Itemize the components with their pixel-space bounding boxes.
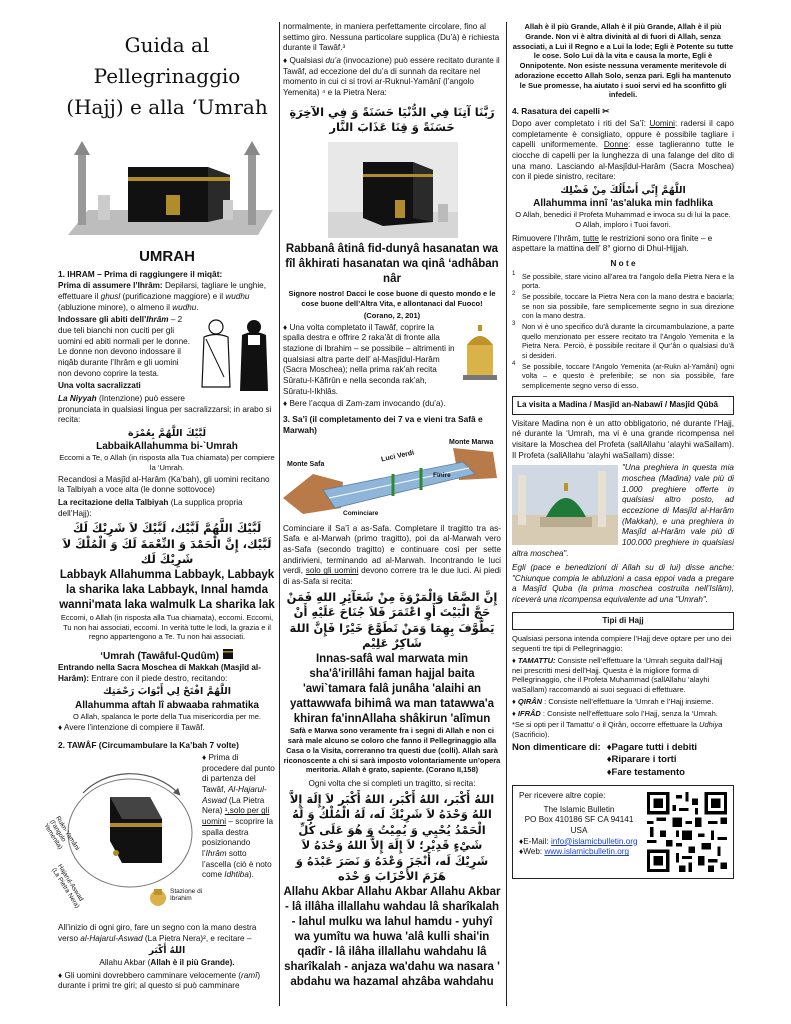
rabbana-transliteration: Rabbanâ âtinâ fid-dunyâ hasanatan wa fîl âkhirati hasanatan wa qinâ ‘adhâban nâr <box>285 242 499 285</box>
diamond-bullet-icon: ♦ <box>58 723 65 733</box>
talbiya-transliteration: Labbayk Allahumma Labbayk, Labbayk la sharika laka Labbayk, Innal hamda wanni'mata laka walmulk La sharika lak <box>59 568 275 611</box>
safa-label: Monte Safa <box>287 460 325 468</box>
talbiya-heading: La recitazione della Talbiyah (La supplica propria dell’Hajj): <box>58 498 243 518</box>
talbiya-intro: Recandosi a Masjîd al-Harâm (Ka’bah), gli uomini recitano la Talbiyah a voce alta (le donne sottovoce) <box>58 474 270 495</box>
tawaf-heading: 2. TAWÂF (Circumambulare la Ka’bah 7 volte) <box>58 740 239 751</box>
enter-mosque-arabic: اللَّهُمَّ افْتَحْ لِي أَبْوَابَ رَحْمَتِك <box>102 686 232 698</box>
enter-mosque-transliteration: Allahumma aftah lî abwaaba rahmatika <box>75 699 259 711</box>
talbiya-meaning: Eccomi, o Allah (in risposta alla Tua chiamata), eccomi. Eccomi, Tu non hai associati, eccomi. In verità tutte le lodi, la grazia e il regno appartengono a Te. Tu non hai associati. <box>60 612 274 642</box>
after-tawaf-bullet: ♦ Una volta completato il Tawâf, coprire la spalla destra e offrire 2 raka’ât di fronte alla stazione di Ibrahim – se possibile – altrimenti in qualsiasi altra parte dell’ al-Masjîdul-Harâm (Sacra Moschea); nella prima rak’ah recita Sûratu-l-Kâfirûn e nella seconda rak’ah, Sûratu-l-Ikhlâs. <box>283 322 455 396</box>
quba-hadith: Egli (pace e benedizioni di Allah su di lui) disse anche: "Chiunque compia le abluzioni a casa eppoi vada a pregare a Masjîd Quba (la prima moschea costruita nell’Islâm), riceverà una ricompensa equivalente ad una "Umrah". <box>512 563 734 605</box>
sai-diagram <box>283 438 501 524</box>
hajj-type-item: ♦ IFRÂD : Consiste nell’effettuare solo l’Hajj, senza la ‘Umrah. <box>512 708 718 718</box>
contact-email-row: ♦E-Mail: info@islamicbulletin.org <box>519 836 638 846</box>
safa-transliteration: Innas-safâ wal marwata min sha'â'irillâhi faman hajjal baita 'awi`tamara falâ junâha 'alaihi an yattawwafa bihimâ wa man tatawwa'a khiran fa'innAllaha shâkirun 'alîmun <box>289 652 495 725</box>
enter-mosque-paragraph: Entrando nella Sacra Moschea di Makkah (Masjîd al-Harâm): Entrare con il piede destro, recitando: <box>58 663 261 683</box>
hajj-types-heading: Tipi di Hajj <box>512 612 734 631</box>
contact-org: The Islamic Bulletin <box>543 804 615 814</box>
tawaf-continued: normalmente, in maniera perfettamente circolare, fino al settimo giro. Nessuna particolare supplica (Du’à) è richiesta durante il Tawâf.³ <box>283 22 500 53</box>
ihram-heading: 1. IHRAM – Prima di raggiungere il miqât: <box>58 268 223 279</box>
tahlil-meaning: Allah è il più Grande, Allah è il più Grande, Allah è il più Grande. Non vi è altra divinità al di fuori di Allah, senza associati, a Lui il Regno e a Lui la lode; Egli è Potente su tutte le cose. Solo Lui dà la vita e causa la morte, Egli è Onnipotente. Non esiste nessuna veramente meritevole di adorazione eccetto Allah Solo, senza pari. Egli ha mantenuto le Sue promesse, ha aiutato i suoi servi ed ha sconfitto gli infedeli. <box>512 22 734 100</box>
diamond-bullet-icon: ♦ <box>58 970 65 980</box>
finish-label: Finire <box>433 471 451 479</box>
hair-heading <box>512 106 734 117</box>
diamond-bullet-icon: ♦ <box>606 754 612 766</box>
reminder-label: Non dimenticare di: <box>512 741 601 753</box>
column-2 <box>283 22 501 1014</box>
kaaba-icon <box>222 648 234 660</box>
contact-box <box>512 785 734 879</box>
hajj-type-item: ♦ QIRÂN : Consiste nell’effettuare la ‘Umrah e l’Hajj insieme. <box>512 696 714 706</box>
hajj-types-note: *Se si opti per il Tamattu’ o il Qirân, occorre effettuare la Udhiya (Sacrificio). <box>512 720 723 740</box>
zamzam-bullet: ♦ Bere l’acqua di Zam-zam invocando (du’a). <box>283 399 446 409</box>
diamond-bullet-icon: ♦ <box>519 847 524 857</box>
diamond-bullet-icon: ♦ <box>202 753 209 763</box>
sai-illustration <box>283 438 501 524</box>
column-1 <box>41 22 276 1014</box>
labbaik-meaning: Eccomi a Te, o Allah (in risposta alla Tua chiamata) per compiere la ‘Umrah. <box>59 453 275 473</box>
remove-ihram-paragraph: Rimuovere l’Ihrâm, tutte le restrizioni sono ora finite – e aspettare la mattina dell’ 8° giorno di Dhul-Hijjah. <box>512 233 713 254</box>
note-item: 3 Non vi è uno specifico du’â durante la circumambulazione, a parte quello menzionato per essere recitato tra l’Angolo Yemenita e la Pietra Nera. Perciò, è possibile recitare il Qur’ân o qualsiasi du’â si desideri. <box>512 321 734 360</box>
tawaf-instructions: ♦ Prima di procedere dal punto di partenza del Tawâf, Al-Hajarul-Aswad (La Pietra Nera) ¹,solo per gli uomini – scoprire la spalla destra posizionando l’Ihrâm sotto l’ascella (ciò è noto come Idhtiba). <box>202 753 275 880</box>
safa-meaning: Safà e Marwa sono veramente fra i segni di Allah e non ci sarà male alcuno se coloro che fanno il Pellegrinaggio alla Casa o la Visita, correranno tra questi due (colli). Allah sarà riconoscente a chi si sarà imposto volontariamente un’opera meritoria. Allah è grato, sapiente. (Corano II,158) <box>283 726 501 775</box>
umrah-heading: UMRAH <box>139 248 195 265</box>
notes-list <box>512 272 734 390</box>
column-divider <box>506 22 507 1006</box>
talbiya-arabic: لَبَّيْكَ اللَّهُمَّ لَبَّيْك، لَبَّيْكَ لاَ شَرِيْكَ لَكَ لَبَّيْك، إِنَّ الْحَمْدَ وَ النِّعْمَةَ لَكَ وَ الْمُلْكَ لاَ شَرِيْكَ لَك <box>62 521 272 567</box>
contact-intro: Per ricevere altre copie: <box>519 790 606 800</box>
ihram-paragraph-1: Prima di assumere l’Ihrâm: Depilarsi, tagliare le unghie, effettuare il ghusl (purificazione maggiore) e il wudhu (abluzione minore), o almeno il wudhu. <box>58 281 266 312</box>
contact-country: USA <box>570 825 588 835</box>
rabbana-meaning: Signore nostro! Dacci le cose buone di questo mondo e le cose buone dell’Altra Vita, e allontanaci dal Fuoco! <box>288 289 496 309</box>
tawaf-section <box>41 753 276 923</box>
madina-hadith: "Una preghiera in questa mia moschea (Madina) vale più di 1.000 preghiere offerte in qualsiasi altro posto, ad eccezione di Masjîd al-Harâm (Makkah), e una preghiera in Masjîd al-Harâm vale più di 100.000 preghiere in qualsiasi altra moschea". <box>512 463 734 558</box>
reminder-list <box>607 742 697 779</box>
hair-heading-text: 4. Rasatura dei capelli ✂ <box>512 106 610 116</box>
title-line-1: Guida al Pellegrinaggio <box>93 33 241 88</box>
safa-arabic: إِنَّ الصَّفَا وَالْمَرْوَةَ مِنْ شَعَآئِرِ اللهِ فَمَنْ حَجَّ الْبَيْتَ أَوِ اعْتَمَرَ فَلاَ جُنَاحَ عَلَيْهِ أَنْ يَطَّوَّفَ بِهِمَا وَمَنْ تَطَوَّعَ خَيْرًا فَإِنَّ اللهَ شَاكِرٌ عَلِيْم <box>286 589 498 651</box>
green-lights-label: Luci Verdi <box>380 449 415 464</box>
fadl-meaning: O Allah, benedici il Profeta Muhammad e invoca su di lui la pace. O Allah, imploro i Tuoi favori. <box>515 210 731 229</box>
round-paragraph: All’inizio di ogni giro, fare un segno con la mano destra verso al-Hajarul-Aswad (La Pietra Nera)², e recitare – <box>58 923 257 943</box>
dua-paragraph: ♦ Qualsiasi du’a (invocazione) può essere recitato durante il Tawâf, ad eccezione del du’a di sunnah da recitare nel momento in cui ci si trovi ar-Ruknul-Yamânî (l’angolo Yemenita) ⁴ e la Pietra Nera: <box>283 55 500 97</box>
marwa-label: Monte Marwa <box>449 438 494 446</box>
qr-code-icon <box>647 792 727 872</box>
note-item: 1 Se possibile, stare vicino all’area tra l’angolo della Pietra Nera e la porta. <box>512 270 734 291</box>
rabbana-arabic: رَبَّنَا آتِنَا فِي الدُّنْيَا حَسَنَةً وَ فِي الآخِرَةِ حَسَنَةً وَ قِنَا عَذَابَ النَّار <box>289 104 495 135</box>
station-ibrahim-label: Stazione di Ibrahim <box>170 888 203 903</box>
contact-po-box: PO Box 410186 SF CA 94141 <box>524 815 634 825</box>
diamond-bullet-icon: ♦ <box>283 322 290 332</box>
contact-web-row: ♦Web: www.islamicbulletin.org <box>519 847 630 857</box>
enter-mosque-meaning: O Allah, spalanca le porte della Tua misericordia per me. <box>72 711 261 721</box>
notes-heading: N o t e <box>610 259 636 269</box>
column-divider <box>279 22 280 1006</box>
reminder-item: ♦Fare testamento <box>606 766 685 778</box>
green-dome-photo <box>512 465 618 545</box>
each-time-instruction: Ogni volta che si completi un tragitto, si recita: <box>308 779 476 789</box>
akbar-arabic: اللهُ أَكْبَر <box>148 946 186 957</box>
hajj-types-intro: Qualsiasi persona intenda compiere l’Hajj deve optare per uno dei seguenti tre tipi di Pellegrinaggio: <box>512 634 732 654</box>
diamond-bullet-icon: ♦ <box>606 741 612 753</box>
madina-heading: La visita a Madina / Masjîd an-Nabawî / Masjîd Qûbâ <box>512 396 734 415</box>
fadl-transliteration: Allahumma innî 'as'aluka min fadhlika <box>533 198 713 210</box>
tahlil-arabic: اللهُ أَكْبَر، اللهُ أَكْبَر، اللهُ أَكْبَر لاَ إِلَهَ إِلاَّ اللهُ وَحْدَهُ لاَ شَرِيْكَ لَه، لَهُ الْمُلْكُ وَ لَهُ الْحَمْدُ يُحْيِي وَ يُمِيْتُ وَ هُوَ عَلَى كُلِّ شَيْءٍ قَدِيْر؛ لاَ إِلَهَ إِلاَّ اللهُ وَحْدَهُ لاَ شَرِيْكَ لَه، أَنْجَزَ وَعْدَهُ وَ نَصَرَ عَبْدَهُ وَ هَزَمَ الأَحْزَابَ وَ حْدَه <box>289 791 495 884</box>
diamond-bullet-icon: ♦ <box>519 836 524 846</box>
men-walk-bullet: ♦ Gli uomini dovrebbero camminare velocemente (ramî) durante i primi tre giri; al questo si può camminare <box>58 970 261 991</box>
tahlil-transliteration: Allahu Akbar Allahu Akbar Allahu Akbar - lâ illâha illallahu wahdau lâ sharîkalah - lahul mulku wa lahul hamdu - yuhyî wa yumîtu wa huwa 'alâ kulli shai'in qadîr - lâ ilâha illallahu wahdahu lâ sharîkalah - anjaza wa'dahu wa nasara ' abdahu wa hazamal ahzâba wahdahu <box>283 885 501 988</box>
diamond-bullet-icon: ♦ <box>512 696 518 706</box>
madina-paragraph: Visitare Madina non è un atto obbligatorio, né durante l’Hajj, né durante la ‘Umrah, ma vi è una grande ricompensa nel visitare la Moschea del Profeta (sallAllahu ‘alayhi waSallam). Il Profeta (sallAllahu ‘alayhi waSallam) disse: <box>512 418 734 460</box>
reminder-block <box>512 742 734 779</box>
intention-bullet: ♦ Avere l’intenzione di compiere il Tawâf. <box>58 723 205 733</box>
hajar-aswad-label: Hajarul-Aswad (La Pietra Nera) <box>50 863 85 910</box>
email-link[interactable]: info@islamicbulletin.org <box>550 836 638 846</box>
website-link[interactable]: www.islamicbulletin.org <box>544 847 630 857</box>
akbar-meaning: Allahu Akbar (Allah è il più Grande). <box>99 958 235 968</box>
reminder-item: ♦Riparare i torti <box>606 754 677 766</box>
note-item: 4 Se possibile, toccare l’Angolo Yemenita (ar-Rukn al-Yamâni) ogni volta – e questo è preferibile; se non sia possibile, fare semplicemente segno verso di esso. <box>512 360 734 390</box>
maqam-ibrahim-icon <box>459 325 501 381</box>
diamond-bullet-icon: ♦ <box>283 399 290 409</box>
ihram-figures-illustration <box>194 317 276 397</box>
kaaba-illustration <box>58 125 276 245</box>
note-item: 2 Se possibile, toccare la Pietra Nera con la mano destra e baciarla; se non sia possibile, fare semplicemente segno in sua direzione con la mano destra. <box>512 291 734 321</box>
hair-paragraph: Dopo aver completato i riti del Sa’î: Uomini: radersi il capo completamente è consigliato, oppure è possibile tagliare i capelli uniformemente. Donne: esse taglieranno tutte le ciocche di capelli per la lunghezza di una falange del dito di una mano. Lasciando al-Masjîdul-Harâm (Sacra Moschea) con il piede sinistro, recitare: <box>512 118 734 182</box>
diamond-bullet-icon: ♦ <box>283 55 290 65</box>
page-title <box>58 30 276 123</box>
labbaik-arabic: لَبَّيْكَ اللَّهُمَّ بِعُمْرَة <box>127 427 207 439</box>
contact-address <box>519 805 639 837</box>
rabbana-reference: (Corano, 2, 201) <box>363 310 421 320</box>
diamond-bullet-icon: ♦ <box>606 766 612 778</box>
title-line-2: (Hajj) e alla ‘Umrah <box>66 95 268 119</box>
ihram-sacralized: Una volta sacralizzati <box>58 381 141 391</box>
hajj-type-item: ♦ TAMATTU: Consiste nell’effettuare la ‘Umrah seguita dall’Hajj nei prescritti mesi dell’Hajj. Questa è la migliore forma di Pellegrinaggio, che il Profeta Muhammad (sallAllahu ‘alayhi waSallam) raccomandò ai suoi seguaci di effettuare. <box>512 655 723 695</box>
diamond-bullet-icon: ♦ <box>512 655 518 665</box>
sai-heading: 3. Sa’î (il completamento dei 7 va e vieni tra Safâ e Marwah) <box>283 413 483 435</box>
reminder-item: ♦Pagare tutti i debiti <box>606 741 698 753</box>
kaaba-photo <box>283 142 501 238</box>
sai-paragraph: Cominciare il Sa’î a as-Safa. Completare il tragitto tra as-Safa e al-Marwah (primo tragitto), poi da al-Marwah vero as-Safa (secondo tragitto) e continuare così per sette andirivieni, terminando ad al-Marwah. Incontrando le luci verdi, solo gli uomini devono correre tra le due luci. Ai piedi di as-Safa si recita: <box>283 523 501 587</box>
column-3 <box>512 22 734 1014</box>
diamond-bullet-icon: ♦ <box>512 708 518 718</box>
rukn-yamani-label: Rukn-Yamâni (l’angolo Yemenita) <box>41 815 81 852</box>
niyyah-paragraph: La Niyyah (Intenzione) può essere pronunciata in qualsiasi lingua per sacralizzarsi; in arabo si recita: <box>58 393 272 425</box>
start-label: Cominciare <box>343 509 379 517</box>
umrah-tawaf-heading: ‘Umrah (Tawâful-Qudûm) <box>58 648 276 663</box>
labbaik-transliteration: LabbaikAllahumma bi-`Umrah <box>96 441 238 453</box>
fadl-arabic: اللَّهُمَّ إِنِّي أَسْأَلُكَ مِنْ فَضْلِك <box>560 184 686 196</box>
ihram-paragraph-2: Indossare gli abiti dell’Ihrâm – 2 due teli bianchi non cuciti per gli uomini ed abiti normali per le donne. Le donne non devono indossare il niqâb durante l’Ihrâm e gli uomini non devono coprire la testa. <box>58 315 190 378</box>
